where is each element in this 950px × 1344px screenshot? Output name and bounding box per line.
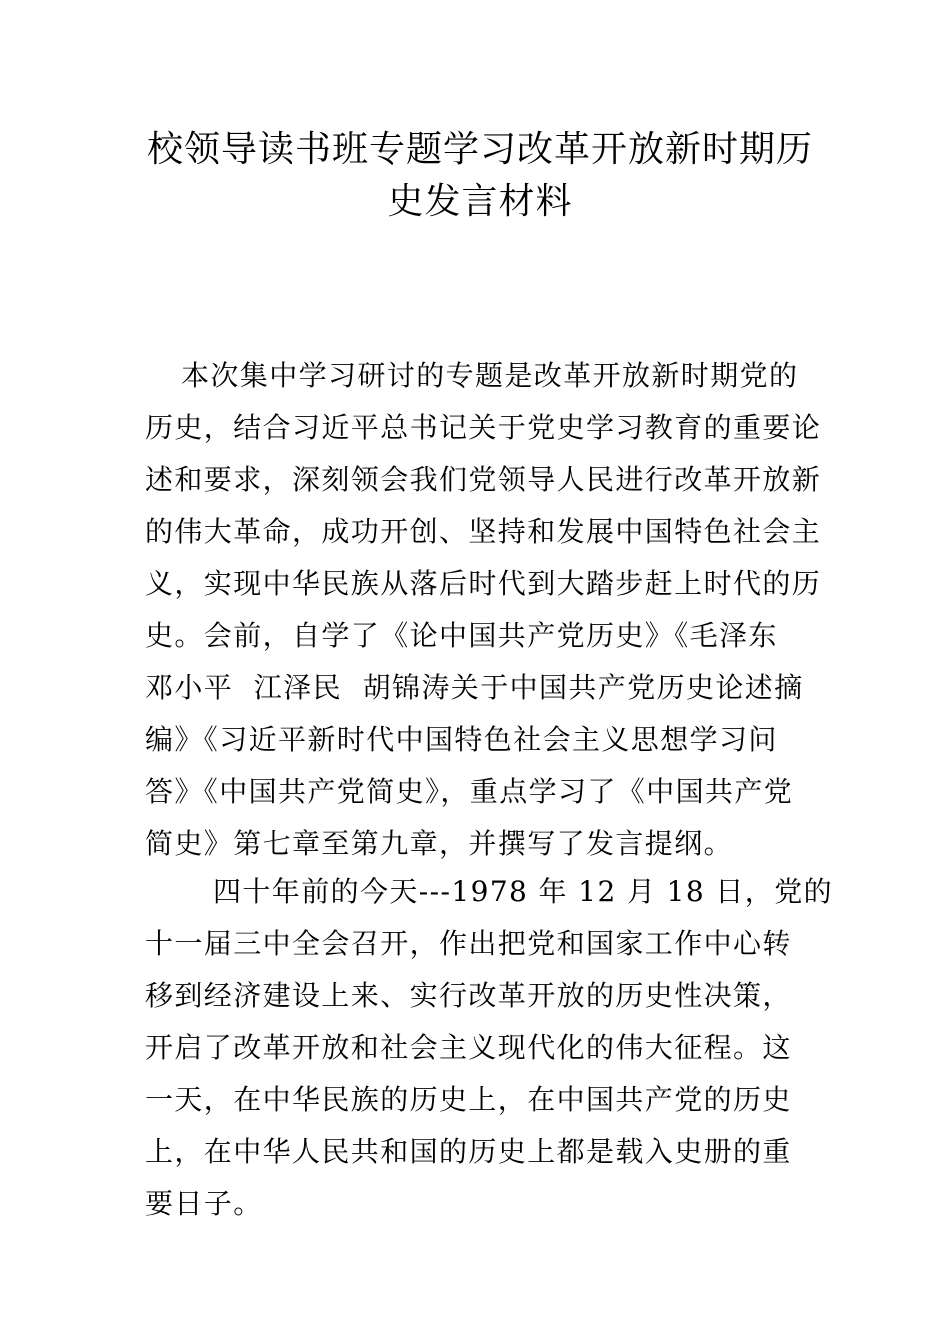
paragraph-line: 一天，在中华民族的历史上，在中国共产党的历史 bbox=[145, 1083, 792, 1116]
paragraph-line: 义，实现中华民族从落后时代到大踏步赶上时代的历 bbox=[145, 567, 822, 600]
document-title bbox=[140, 124, 820, 228]
paragraph-line: 编》《习近平新时代中国特色社会主义思想学习问 bbox=[145, 723, 778, 756]
paragraph-line: 史。会前，自学了《论中国共产党历史》《毛泽东 bbox=[145, 619, 778, 652]
paragraph-line: 开启了改革开放和社会主义现代化的伟大征程。这 bbox=[145, 1031, 792, 1064]
paragraph-line: 简史》第七章至第九章，并撰写了发言提纲。 bbox=[145, 827, 734, 860]
paragraph-line: 四十年前的今天---1978 年 12 月 18 日，党的 bbox=[213, 875, 834, 908]
paragraph-line: 的伟大革命，成功开创、坚持和发展中国特色社会主 bbox=[145, 515, 822, 548]
paragraph-line: 十一届三中全会召开，作出把党和国家工作中心转 bbox=[145, 927, 792, 960]
paragraph-line: 要日子。 bbox=[145, 1187, 263, 1220]
title-line-2: 史发言材料 bbox=[387, 181, 573, 222]
paragraph-line: 移到经济建设上来、实行改革开放的历史性决策， bbox=[145, 979, 792, 1012]
paragraph-line: 答》《中国共产党简史》，重点学习了《中国共产党 bbox=[145, 775, 794, 808]
paragraph-study-overview bbox=[145, 350, 822, 870]
paragraph-third-plenum bbox=[145, 866, 834, 1230]
title-line-1: 校领导读书班专题学习改革开放新时期历 bbox=[146, 129, 813, 170]
paragraph-line: 述和要求，深刻领会我们党领导人民进行改革开放新 bbox=[145, 463, 822, 496]
paragraph-line: 上，在中华人民共和国的历史上都是载入史册的重 bbox=[145, 1135, 792, 1168]
paragraph-line: 历史，结合习近平总书记关于党史学习教育的重要论 bbox=[145, 411, 822, 444]
paragraph-line: 邓小平 江泽民 胡锦涛关于中国共产党历史论述摘 bbox=[145, 671, 804, 704]
paragraph-line: 本次集中学习研讨的专题是改革开放新时期党的 bbox=[181, 359, 799, 392]
